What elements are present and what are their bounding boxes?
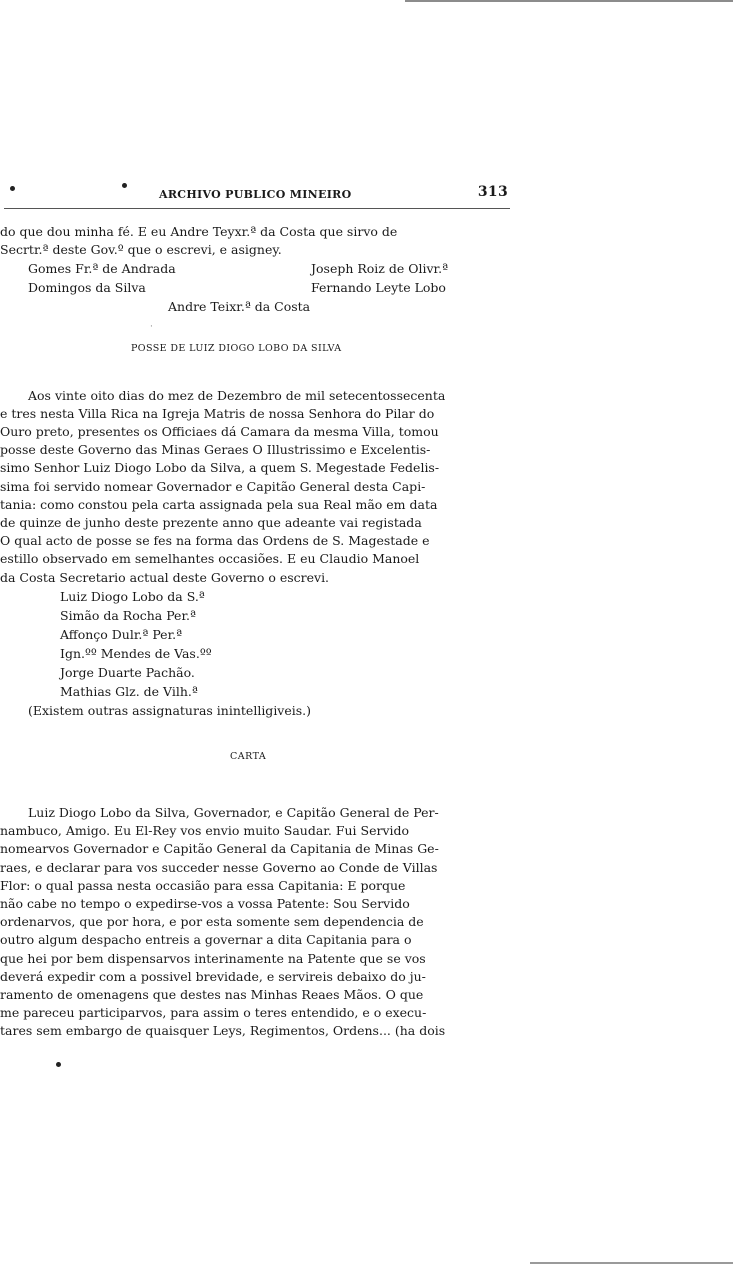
signature: Fernando Leyte Lobo	[311, 280, 446, 296]
document-page	[0, 180, 510, 1041]
text-line: me pareceu participarvos, para assim o teres entendido, e o execu-	[0, 1005, 427, 1021]
scan-edge-top	[405, 0, 733, 2]
ornament-dot-icon	[122, 183, 127, 188]
signature: Joseph Roiz de Olivr.ª	[311, 261, 449, 277]
signature: Mathias Glz. de Vilh.ª	[60, 683, 198, 699]
text-line: Luiz Diogo Lobo da Silva, Governador, e Capitão General de Per-	[28, 805, 439, 821]
text-line: Ouro preto, presentes os Officiaes dá Camara da mesma Villa, tomou	[0, 424, 439, 440]
signature: Jorge Duarte Pachão.	[60, 664, 195, 680]
signature: Affonço Dulr.ª Per.ª	[60, 626, 183, 642]
text-line: nomearvos Governador e Capitão General da Capitania de Minas Ge-	[0, 841, 439, 857]
scan-edge-bottom	[530, 1262, 733, 1264]
stray-mark-icon: ·	[150, 322, 153, 333]
signature: Ign.ºº Mendes de Vas.ºº	[60, 645, 212, 661]
section-title: CARTA	[230, 750, 267, 762]
stray-marks	[0, 316, 510, 334]
page-body	[0, 223, 510, 1041]
signature: Luiz Diogo Lobo da S.ª	[60, 588, 205, 604]
text-line: sima foi servido nomear Governador e Capitão General desta Capi-	[0, 478, 426, 494]
text-line: nambuco, Amigo. Eu El-Rey vos envio muito Saudar. Fui Servido	[0, 823, 410, 839]
editorial-note: (Existem outras assignaturas inintelligiveis.)	[28, 702, 312, 718]
running-head: ARCHIVO PUBLICO MINEIRO	[159, 188, 352, 201]
page-number: 313	[477, 184, 508, 200]
text-line: deverá expedir com a possivel brevidade, e servireis debaixo do ju-	[0, 968, 426, 984]
section-title: POSSE DE LUIZ DIOGO LOBO DA SILVA	[131, 343, 342, 355]
text-line: Aos vinte oito dias do mez de Dezembro de mil setecentossecenta	[28, 387, 446, 403]
posse-paragraph	[0, 387, 510, 587]
carta-paragraph	[0, 804, 510, 1041]
signature: Simão da Rocha Per.ª	[60, 607, 196, 623]
ornament-dot-icon	[10, 186, 15, 191]
text-line: de quinze de junho deste prezente anno que adeante vai registada	[0, 515, 422, 531]
text-line: Flor: o qual passa nesta occasião para essa Capitania: E porque	[0, 877, 406, 893]
text-line: raes, e declarar para vos succeder nesse Governo ao Conde de Villas	[0, 859, 438, 875]
signature: Andre Teixr.ª da Costa	[168, 299, 311, 315]
text-line: ramento de omenagens que destes nas Minhas Reaes Mãos. O que	[0, 987, 424, 1003]
text-line: outro algum despacho entreis a governar a dita Capitania para o	[0, 932, 412, 948]
text-line: não cabe no tempo o expedirse-vos a vossa Patente: Sou Servido	[0, 896, 410, 912]
text-line: da Costa Secretario actual deste Governo o escrevi.	[0, 569, 330, 585]
intro-paragraph	[0, 223, 510, 259]
page-header	[4, 180, 510, 209]
text-line: posse deste Governo das Minas Geraes O Illustrissimo e Excelentis-	[0, 442, 431, 458]
signature-list	[0, 587, 510, 701]
text-line: do que dou minha fé. E eu Andre Teyxr.ª da Costa que sirvo de	[0, 224, 398, 239]
text-line: tares sem embargo de quaisquer Leys, Regimentos, Ordens... (ha dois	[0, 1023, 446, 1039]
text-line: ordenarvos, que por hora, e por esta somente sem dependencia de	[0, 914, 424, 930]
ornament-dot-icon	[56, 1062, 61, 1067]
text-line: tania: como constou pela carta assignada pela sua Real mão em data	[0, 496, 438, 512]
text-line: e tres nesta Villa Rica na Igreja Matris de nossa Senhora do Pilar do	[0, 405, 435, 421]
text-line: simo Senhor Luiz Diogo Lobo da Silva, a quem S. Megestade Fedelis-	[0, 460, 440, 476]
text-line: estillo observado em semelhantes occasiões. E eu Claudio Manoel	[0, 551, 420, 567]
text-line: que hei por bem dispensarvos interinamente na Patente que se vos	[0, 950, 426, 966]
signature: Domingos da Silva	[28, 280, 146, 296]
text-line: O qual acto de posse se fes na forma das Ordens de S. Magestade e	[0, 533, 430, 549]
signature: Gomes Fr.ª de Andrada	[28, 261, 176, 277]
signature-block-top	[0, 259, 510, 297]
text-line: Secrtr.ª deste Gov.º que o escrevi, e asigney.	[0, 242, 282, 258]
